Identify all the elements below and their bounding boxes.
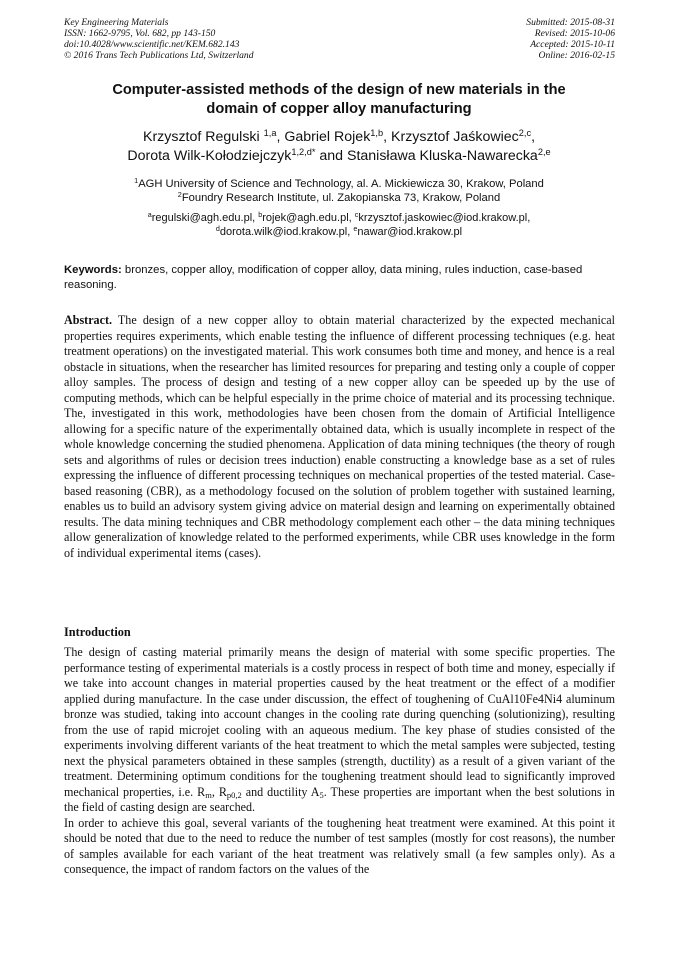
author-affiliation-marker: 1,a	[263, 128, 277, 139]
paragraph-text: , R	[211, 784, 227, 799]
email-link[interactable]: rojek@agh.edu.pl,	[262, 212, 352, 224]
author-name: Gabriel Rojek	[284, 129, 371, 145]
author-conjunction: and	[319, 148, 344, 164]
email-line-1	[40, 211, 638, 225]
author-affiliation-marker: 1,2,d*	[291, 147, 316, 158]
author-line-1: Krzysztof Regulski $^{1,a}$, Gabriel Rojek$^{1,b}$, Krzysztof Jaśkowiec$^{2,c}$,	[142, 128, 536, 145]
doi: doi:10.4028/www.scientific.net/KEM.682.143	[64, 39, 240, 50]
subscript: m	[205, 790, 212, 801]
email-link[interactable]: regulski@agh.edu.pl,	[151, 212, 256, 224]
author-affiliation-marker: 2,c	[518, 128, 532, 139]
affiliation-2	[40, 191, 638, 205]
journal-name: Key Engineering Materials	[64, 17, 169, 28]
author-name: Dorota Wilk-Kołodziejczyk	[127, 148, 292, 164]
publication-dates	[526, 17, 615, 61]
email-link[interactable]: nawar@iod.krakow.pl	[357, 226, 463, 238]
affiliations	[40, 177, 638, 205]
keywords-text: bronzes, copper alloy, modification of copper alloy, data mining, rules induction, case-based reasoning.	[64, 264, 583, 291]
title-line-1: Computer-assisted methods of the design of new materials in the	[112, 82, 566, 98]
affiliation-text: AGH University of Science and Technology, al. A. Mickiewicza 30, Krakow, Poland	[138, 178, 544, 190]
affiliation-text: Foundry Research Institute, ul. Zakopianska 73, Krakow, Poland	[181, 192, 501, 204]
paragraph-text: The design of casting material primarily means the design of material with some specific properties. The performance testing of experimental materials is a costly process in respect of both time and money, especially if we take into account changes in material properties caused by the heat treatment or the effect of a modifier applied during manufacture. In the case under discussion, the effect of toughening of CuAl10Fe4Ni4 aluminum bronze was studied, taking into account changes in the cooling rate during quenching (solutionizing), resulting from the use of rapid microjet cooling with an aqueous medium. The key phase of studies consisted of the experiments involving different variants of the heat treatment to which the metal samples were subjected, testing next the physical parameters obtained in these samples (strength, ductility) as a result of a given variant of the treatment. Determining optimum conditions for the toughening treatment should lead to significantly improved mechanical properties, i.e. R	[64, 645, 615, 799]
abstract-text: The design of a new copper alloy to obtain material characterized by the expected mechanical properties requires experiments, which enable testing the influence of different processing techniques (e.g. heat treatment operations) on the investigated material. This work consumes both time and money, and hence is a real obstacle in situations, when the researcher has limited resources for preparing and testing only a couple of copper alloy samples. The process of design and testing of a new copper alloy can be speeded up by the use of computing methods, which can be helpful especially in the prime choice of material and its processing technique. The, investigated in this work, methodologies have been chosen from the domain of Artificial Intelligence allowing for a specific nature of the experimentally obtained data, which is usually incomplete in respect of the whole knowledge concerning the studied phenomena. Application of data mining techniques (the theory of rough sets and algorithms of rules or decision trees induction) enable constructing a knowledge base as a set of rules expressing the influence of different processing techniques on mechanical properties of the tested material. Case-based reasoning (CBR), as a methodology focused on the solution of problem together with sustained learning, enables us to build an advisory system giving advice on material design and learning on experimentally obtained results. The data mining techniques and CBR methodology complement each other – the data mining techniques allow generalization of knowledge related to the performed experiments, while CBR uses knowledge in the form of individual experimental items (cases).	[64, 313, 615, 560]
email-marker: c	[354, 211, 359, 220]
revised-date: Revised: 2015-10-06	[534, 28, 615, 39]
email-marker: d	[215, 225, 220, 234]
issn: ISSN: 1662-9795, Vol. 682, pp 143-150	[64, 28, 216, 39]
author-affiliation-marker: 1,b	[370, 128, 384, 139]
email-marker: b	[258, 211, 263, 220]
email-line-2	[40, 225, 638, 239]
author-emails	[40, 211, 638, 239]
copyright: © 2016 Trans Tech Publications Ltd, Switzerland	[64, 50, 254, 61]
introduction-heading: Introduction	[64, 625, 131, 639]
affiliation-number: 2	[177, 190, 182, 200]
author-line-2	[40, 147, 638, 166]
keywords-label: Keywords:	[64, 264, 122, 276]
email-marker: e	[353, 225, 358, 234]
email-marker: a	[147, 211, 152, 220]
paper-title	[40, 81, 638, 119]
abstract	[64, 313, 615, 561]
publication-info	[64, 17, 254, 61]
email-link[interactable]: krzysztof.jaskowiec@iod.krakow.pl,	[358, 212, 531, 224]
paragraph	[64, 645, 615, 816]
introduction-body	[64, 645, 615, 878]
paragraph-text: and ductility A	[241, 784, 320, 799]
title-line-2: domain of copper alloy manufacturing	[206, 101, 472, 117]
subscript: p0,2	[226, 790, 242, 801]
submitted-date: Submitted: 2015-08-31	[526, 17, 615, 28]
affiliation-1	[40, 177, 638, 191]
author-name: Stanisława Kluska-Nawarecka	[347, 148, 538, 164]
author-name: Krzysztof Jaśkowiec	[391, 129, 519, 145]
affiliation-number: 1	[134, 176, 139, 186]
online-date: Online: 2016-02-15	[538, 50, 615, 61]
accepted-date: Accepted: 2015-10-11	[530, 39, 615, 50]
keywords	[64, 263, 615, 293]
author-name: Krzysztof Regulski	[142, 129, 260, 145]
abstract-label: Abstract.	[64, 313, 113, 327]
paragraph: In order to achieve this goal, several variants of the toughening heat treatment were examined. At this point it should be noted that due to the need to reduce the number of test samples (mostly for cost reasons), the number of samples available for each variant of the heat treatment was relatively small (a few samples only). As a consequence, the impact of random factors on the values of the	[64, 815, 615, 876]
author-affiliation-marker: 2,e	[537, 147, 551, 158]
author-list	[40, 128, 638, 166]
paragraph-text: . These properties are important when the best solutions in the field of casting design are searched.	[64, 784, 615, 814]
email-link[interactable]: dorota.wilk@iod.krakow.pl,	[219, 226, 351, 238]
subscript: 5	[319, 790, 324, 801]
